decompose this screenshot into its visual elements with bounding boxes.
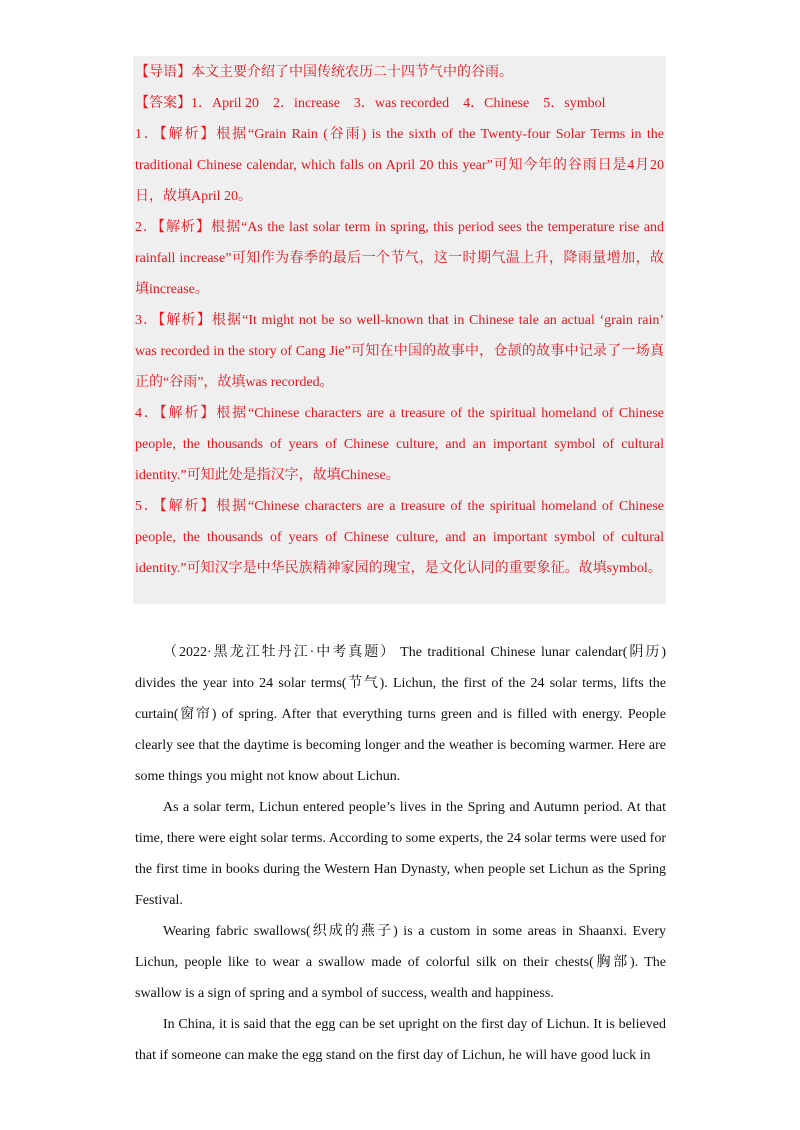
explanation-item-1: 1．【解析】根据“Grain Rain (谷雨) is the sixth of the Twenty-four Solar Terms in the traditional Chinese calendar, which falls on April 20 this year”可知今年的谷雨日是4月20日，故填April 20。 (135, 127, 664, 204)
explanation-list (135, 119, 664, 584)
answer-explanation-box (133, 56, 666, 604)
explanation-item-2: 2．【解析】根据“As the last solar term in spring, this period sees the temperature rise and rainfall increase”可知作为春季的最后一个节气，这一时期气温上升，降雨量增加，故填increase。 (135, 220, 664, 297)
explanation-item-5: 5．【解析】根据“Chinese characters are a treasure of the spiritual homeland of Chinese people, the thousands of years of Chinese culture, and an important symbol of cultural identity.”可知汉字是中华民族精神家园的瑰宝，是文化认同的重要象征。故填symbol。 (135, 499, 664, 576)
explanation-item-4: 4．【解析】根据“Chinese characters are a treasure of the spiritual homeland of Chinese people, the thousands of years of Chinese culture, and an important symbol of cultural identity.”可知此处是指汉字，故填Chinese。 (135, 406, 664, 483)
exam-source: （2022·黑龙江牡丹江·中考真题） (163, 645, 397, 660)
passage-paragraph-1 (135, 637, 666, 792)
answer-key: 【答案】1．April 20 2．increase 3．was recorded 4．Chinese 5．symbol (135, 96, 606, 111)
explanation-item-3: 3．【解析】根据“It might not be so well-known that in Chinese tale an actual ‘grain rain’ was recorded in the story of Cang Jie”可知在中国的故事中，仓颉的故事中记录了一场真正的“谷雨”，故填was recorded。 (135, 313, 664, 390)
reading-passage (135, 637, 666, 1071)
passage-paragraph-4: In China, it is said that the egg can be set upright on the first day of Lichun. It is believed that if someone can make the egg stand on the first day of Lichun, he will have good luck in (135, 1017, 666, 1063)
passage-paragraph-3: Wearing fabric swallows(织成的燕子) is a custom in some areas in Shaanxi. Every Lichun, people like to wear a swallow made of colorful silk on their chests(胸部). The swallow is a sign of spring and a symbol of success, wealth and happiness. (135, 924, 666, 1001)
guide-text: 【导语】本文主要介绍了中国传统农历二十四节气中的谷雨。 (135, 65, 513, 80)
paragraph-1-text: The traditional Chinese lunar calendar(阴历) divides the year into 24 solar terms(节气). Lichun, the first of the 24 solar terms, lifts the curtain(窗帘) of spring. After that everything turns green and is filled with energy. People clearly see that the daytime is becoming longer and the weather is becoming warmer. Here are some things you might not know about Lichun. (135, 645, 666, 784)
passage-paragraph-2: As a solar term, Lichun entered people’s lives in the Spring and Autumn period. At that time, there were eight solar terms. According to some experts, the 24 solar terms were used for the first time in books during the Western Han Dynasty, when people set Lichun as the Spring Festival. (135, 800, 666, 908)
